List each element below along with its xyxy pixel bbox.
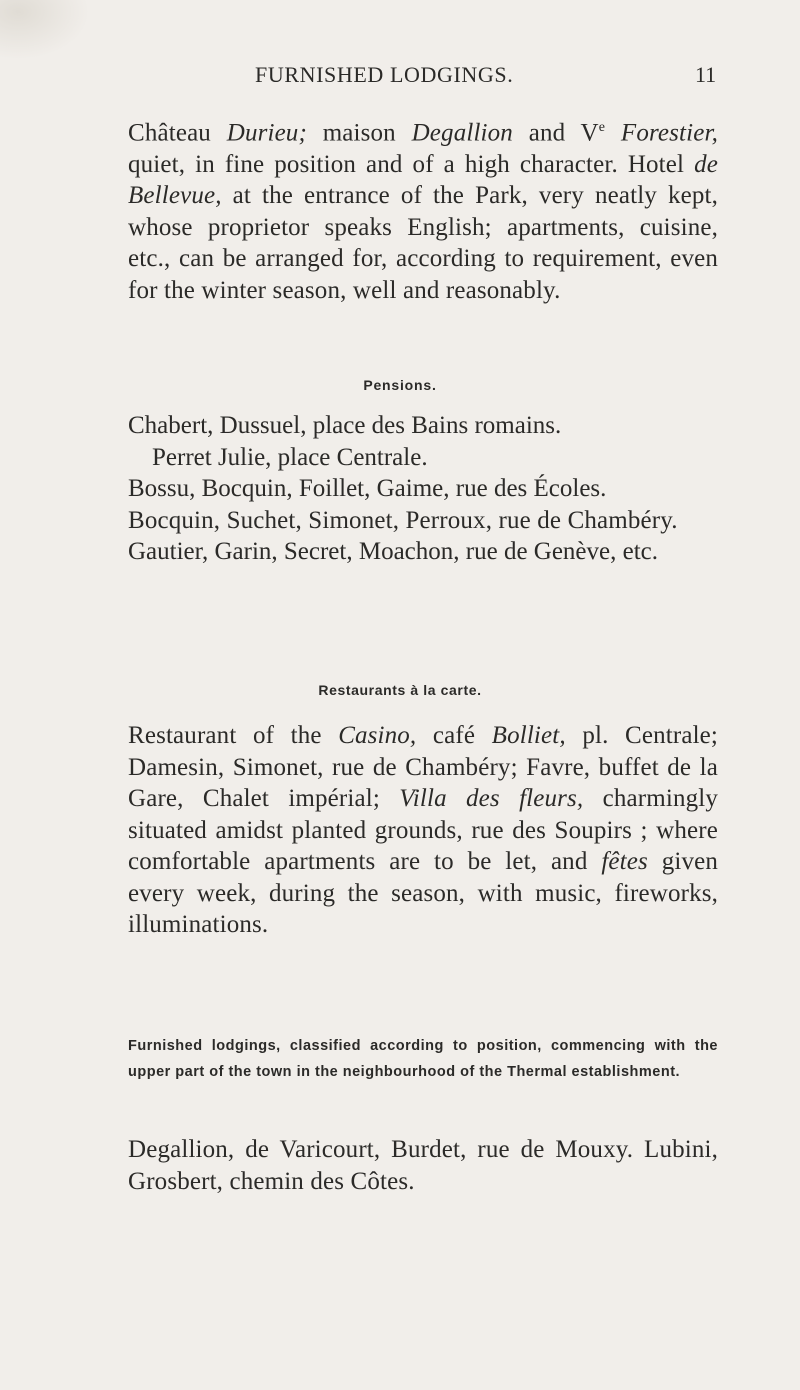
intro-maison-name: Degallion bbox=[411, 119, 513, 147]
page-number: 11 bbox=[695, 62, 717, 87]
villa-name: Villa des fleurs, bbox=[399, 785, 584, 812]
restaurants-heading: Restaurants à la carte. bbox=[318, 682, 482, 698]
pension-entry: Perret Julie, place Centrale. bbox=[152, 443, 428, 471]
intro-forestier-name: Forestier, bbox=[605, 119, 718, 147]
pension-entry: Bossu, Bocquin, Foillet, Gaime, rue des Écoles. bbox=[128, 475, 607, 502]
pension-entry: Bocquin, Suchet, Simonet, Perroux, rue de Chambéry. bbox=[128, 506, 678, 534]
page-header bbox=[0, 62, 800, 92]
running-head: FURNISHED LODGINGS. bbox=[255, 62, 514, 87]
page-stain bbox=[0, 0, 90, 60]
bolliet-name: Bolliet, bbox=[491, 722, 566, 749]
restaurants-paragraph: Restaurant of the Casino, café Bolliet, pl. Centrale; Damesin, Simonet, rue de Chambéry; Favre, buffet de la Gare, Chalet impérial; Villa des fleurs, charmingly situated amidst planted grounds, rue des Soupirs ; where comfortable apartments are to be let, and fêtes given every week, during the season, with music, fireworks, illuminations. bbox=[128, 722, 719, 938]
pensions-list bbox=[128, 410, 718, 568]
intro-bellevue-name: de Bellevue, bbox=[128, 150, 718, 210]
intro-bellevue-text: at the entrance of the Park, very neatly kept, whose proprietor speaks English; apartments, cuisine, etc., can be arranged for, according to requirement, even for the winter season, well and reasonably. bbox=[128, 182, 718, 304]
pension-entry: Gautier, Garin, Secret, Moachon, rue de Genève, etc. bbox=[128, 538, 659, 565]
classified-note: Furnished lodgings, classified according to position, commencing with the upper part of the town in the neighbourhood of the Thermal establishment. bbox=[128, 1038, 718, 1080]
intro-quiet-text: quiet, in fine position and of a high character. Hotel bbox=[128, 150, 695, 178]
pensions-heading: Pensions. bbox=[363, 377, 437, 393]
classified-entry: Degallion, de Varicourt, Burdet, rue de Mouxy. Lubini, Grosbert, chemin des Côtes. bbox=[128, 1136, 718, 1195]
intro-paragraph bbox=[128, 112, 718, 306]
casino-name: Casino, bbox=[338, 722, 417, 749]
fetes-word: fêtes bbox=[601, 848, 648, 875]
intro-chateau-name: Durieu; bbox=[226, 119, 307, 147]
intro-and-label: and V bbox=[512, 119, 599, 147]
intro-maison-label: maison bbox=[306, 119, 412, 147]
intro-ve-superscript: e bbox=[598, 120, 606, 135]
pension-entry: Chabert, Dussuel, place des Bains romains. bbox=[128, 412, 562, 439]
intro-chateau-label: Château bbox=[128, 119, 227, 147]
